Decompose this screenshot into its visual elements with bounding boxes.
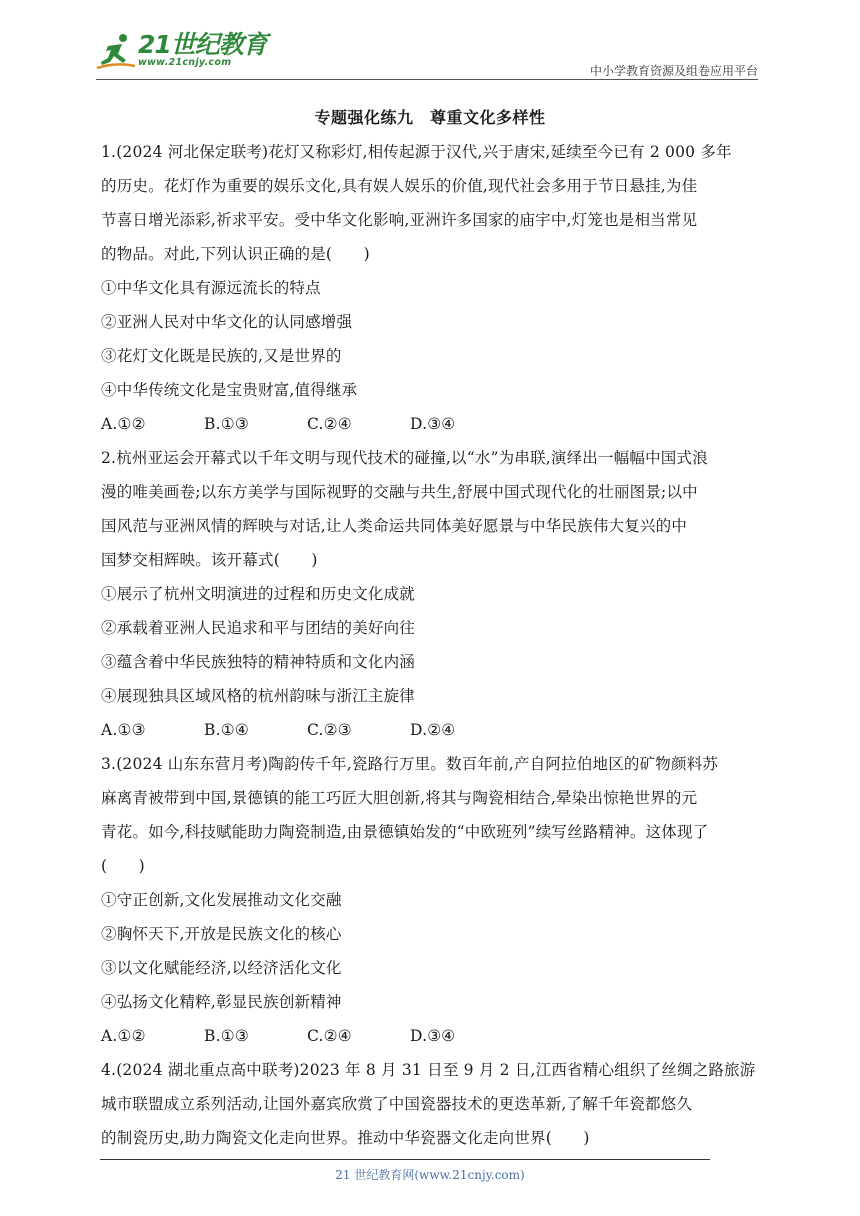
statement-item: ①中华文化具有源远流长的特点 [101,279,321,297]
question-stem-line: 的历史。花灯作为重要的娱乐文化,具有娱人娱乐的价值,现代社会多用于节日悬挂,为佳 [101,177,698,195]
question-stem-line: 国梦交相辉映。该开幕式( ) [101,551,318,569]
option-b[interactable]: B.①③ [204,1027,249,1045]
statement-item: ③花灯文化既是民族的,又是世界的 [101,347,342,365]
question-stem-line: ( ) [101,857,145,875]
header-divider [96,79,758,80]
question-stem-line: 青花。如今,科技赋能助力陶瓷制造,由景德镇始发的“中欧班列”续写丝路精神。这体现了 [101,823,709,841]
question-2 [101,441,771,747]
option-a[interactable]: A.①② [101,415,146,433]
answer-options [101,713,771,747]
option-d[interactable]: D.③④ [410,1027,456,1045]
logo-url: www.21cnjy.com [138,57,232,68]
platform-tagline: 中小学教育资源及组卷应用平台 [589,64,758,78]
question-stem-line: 城市联盟成立系列活动,让国外嘉宾欣赏了中国瓷器技术的更迭革新,了解千年瓷都悠久 [101,1095,693,1113]
question-stem-line: 2.杭州亚运会开幕式以千年文明与现代技术的碰撞,以“水”为串联,演绎出一幅幅中国式浪 [101,449,708,467]
answer-options [101,407,771,441]
option-b[interactable]: B.①④ [204,721,249,739]
statement-item: ③以文化赋能经济,以经济活化文化 [101,959,342,977]
answer-options [101,1019,771,1053]
statement-item: ①展示了杭州文明演进的过程和历史文化成就 [101,585,416,603]
question-stem-line: 的制瓷历史,助力陶瓷文化走向世界。推动中华瓷器文化走向世界( ) [101,1129,590,1147]
question-stem-line: 国风范与亚洲风情的辉映与对话,让人类命运共同体美好愿景与中华民族伟大复兴的中 [101,517,688,535]
question-3 [101,747,771,1053]
question-4 [101,1053,771,1155]
statement-item: ④中华传统文化是宝贵财富,值得继承 [101,381,358,399]
question-list [101,135,771,1155]
statement-item: ①守正创新,文化发展推动文化交融 [101,891,342,909]
question-stem-line: 4.(2024 湖北重点高中联考)2023 年 8 月 31 日至 9 月 2 日,江西省精心组织了丝绸之路旅游 [101,1061,756,1079]
question-stem-line: 1.(2024 河北保定联考)花灯又称彩灯,相传起源于汉代,兴于唐宋,延续至今已有 2 000 多年 [101,143,732,161]
option-d[interactable]: D.③④ [410,415,456,433]
logo-title: 21世纪教育 [138,30,267,59]
option-a[interactable]: A.①② [101,1027,146,1045]
question-stem-line: 麻离青被带到中国,景德镇的能工巧匠大胆创新,将其与陶瓷相结合,晕染出惊艳世界的元 [101,789,698,807]
statement-item: ③蕴含着中华民族独特的精神特质和文化内涵 [101,653,416,671]
question-stem-line: 3.(2024 山东东营月考)陶韵传千年,瓷路行万里。数百年前,产自阿拉伯地区的矿物颜料苏 [101,755,719,773]
option-a[interactable]: A.①③ [101,721,146,739]
question-1 [101,135,771,441]
site-logo[interactable] [96,32,267,72]
statement-item: ②承载着亚洲人民追求和平与团结的美好向往 [101,619,416,637]
page-title: 专题强化练九 尊重文化多样性 [314,108,546,127]
question-stem-line: 的物品。对此,下列认识正确的是( ) [101,245,370,263]
statement-item: ②胸怀天下,开放是民族文化的核心 [101,925,342,943]
runner-logo-icon [96,32,136,72]
footer-divider [100,1159,710,1160]
option-c[interactable]: C.②④ [307,1027,352,1045]
statement-item: ②亚洲人民对中华文化的认同感增强 [101,313,353,331]
statement-item: ④展现独具区域风格的杭州韵味与浙江主旋律 [101,687,416,705]
question-stem-line: 节喜日增光添彩,祈求平安。受中华文化影响,亚洲许多国家的庙宇中,灯笼也是相当常见 [101,211,698,229]
page-header [96,30,758,78]
statement-item: ④弘扬文化精粹,彰显民族创新精神 [101,993,342,1011]
option-d[interactable]: D.②④ [410,721,456,739]
option-c[interactable]: C.②③ [307,721,352,739]
option-c[interactable]: C.②④ [307,415,352,433]
option-b[interactable]: B.①③ [204,415,249,433]
page-footer[interactable]: 21 世纪教育网(www.21cnjy.com) [335,1168,525,1182]
question-stem-line: 漫的唯美画卷;以东方美学与国际视野的交融与共生,舒展中国式现代化的壮丽图景;以中 [101,483,698,501]
